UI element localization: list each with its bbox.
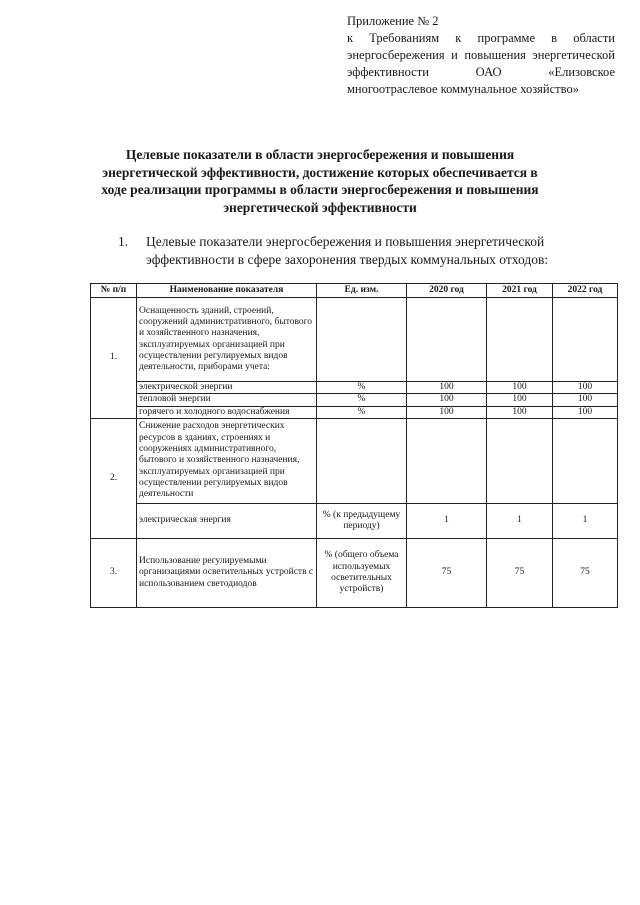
value-2020: 100 [407, 382, 487, 394]
value-2020: 100 [407, 406, 487, 418]
table-row [91, 382, 618, 394]
value-2022: 100 [553, 382, 618, 394]
indicator-title: Снижение расходов энергетических ресурсов в зданиях, строениях и сооружениях административного, бытового и хозяйственного назначения, эксплуатируемых организацией при осуществлении регулируемых видов деятельности [137, 418, 317, 503]
empty-cell [407, 298, 487, 382]
table-header-row [91, 284, 618, 298]
table-row [91, 406, 618, 418]
empty-cell [317, 418, 407, 503]
row-number: 3. [91, 538, 137, 607]
value-2022: 1 [553, 503, 618, 538]
indicator-title: Оснащенность зданий, строений, сооружений административного, бытового и хозяйственного назначения, эксплуатируемых организацией при осуществлении регулируемых видов деятельности, приборами учета: [137, 298, 317, 382]
unit-value: % [317, 406, 407, 418]
value-2021: 100 [487, 382, 553, 394]
indicator-name: Использование регулируемыми организациями осветительных устройств с использованием светодиодов [137, 538, 317, 607]
indicator-name: электрической энергии [137, 382, 317, 394]
header-2022: 2022 год [553, 284, 618, 298]
header-unit: Ед. изм. [317, 284, 407, 298]
value-2022: 75 [553, 538, 618, 607]
header-indicator: Наименование показателя [137, 284, 317, 298]
indicator-name: тепловой энергии [137, 394, 317, 406]
value-2022: 100 [553, 394, 618, 406]
value-2021: 75 [487, 538, 553, 607]
row-number: 1. [91, 298, 137, 419]
appendix-block [347, 13, 615, 98]
value-2020: 100 [407, 394, 487, 406]
empty-cell [487, 418, 553, 503]
empty-cell [407, 418, 487, 503]
empty-cell [553, 418, 618, 503]
appendix-title: Приложение № 2 [347, 14, 439, 28]
header-2020: 2020 год [407, 284, 487, 298]
header-num: № п/п [91, 284, 137, 298]
table-row [91, 503, 618, 538]
value-2020: 75 [407, 538, 487, 607]
empty-cell [487, 298, 553, 382]
row-number: 2. [91, 418, 137, 538]
unit-value: % (общего объема используемых осветительных устройств) [317, 538, 407, 607]
value-2020: 1 [407, 503, 487, 538]
table-row [91, 298, 618, 382]
empty-cell [317, 298, 407, 382]
appendix-text: к Требованиям к программе в области энергосбережения и повышения энергетической эффективности ОАО «Елизовское многоотраслевое коммунальное хозяйство» [347, 31, 615, 96]
section-text: Целевые показатели энергосбережения и повышения энергетической эффективности в сфере захоронения твердых коммунальных отходов: [146, 234, 549, 267]
value-2022: 100 [553, 406, 618, 418]
indicators-table [90, 283, 618, 608]
table-row [91, 418, 618, 503]
value-2021: 1 [487, 503, 553, 538]
table-row [91, 538, 618, 607]
header-2021: 2021 год [487, 284, 553, 298]
unit-value: % [317, 382, 407, 394]
unit-value: % (к предыдущему периоду) [317, 503, 407, 538]
section-heading [118, 233, 608, 269]
table-row [91, 394, 618, 406]
unit-value: % [317, 394, 407, 406]
value-2021: 100 [487, 394, 553, 406]
section-number: 1. [118, 234, 129, 249]
document-title: Целевые показатели в области энергосбережения и повышения энергетической эффективности, достижение которых обеспечивается в ходе реализации программы в области энергосбережения и повышения энергетической эффективности [101, 147, 539, 215]
indicator-name: электрическая энергия [137, 503, 317, 538]
empty-cell [553, 298, 618, 382]
indicator-name: горячего и холодного водоснабжения [137, 406, 317, 418]
value-2021: 100 [487, 406, 553, 418]
